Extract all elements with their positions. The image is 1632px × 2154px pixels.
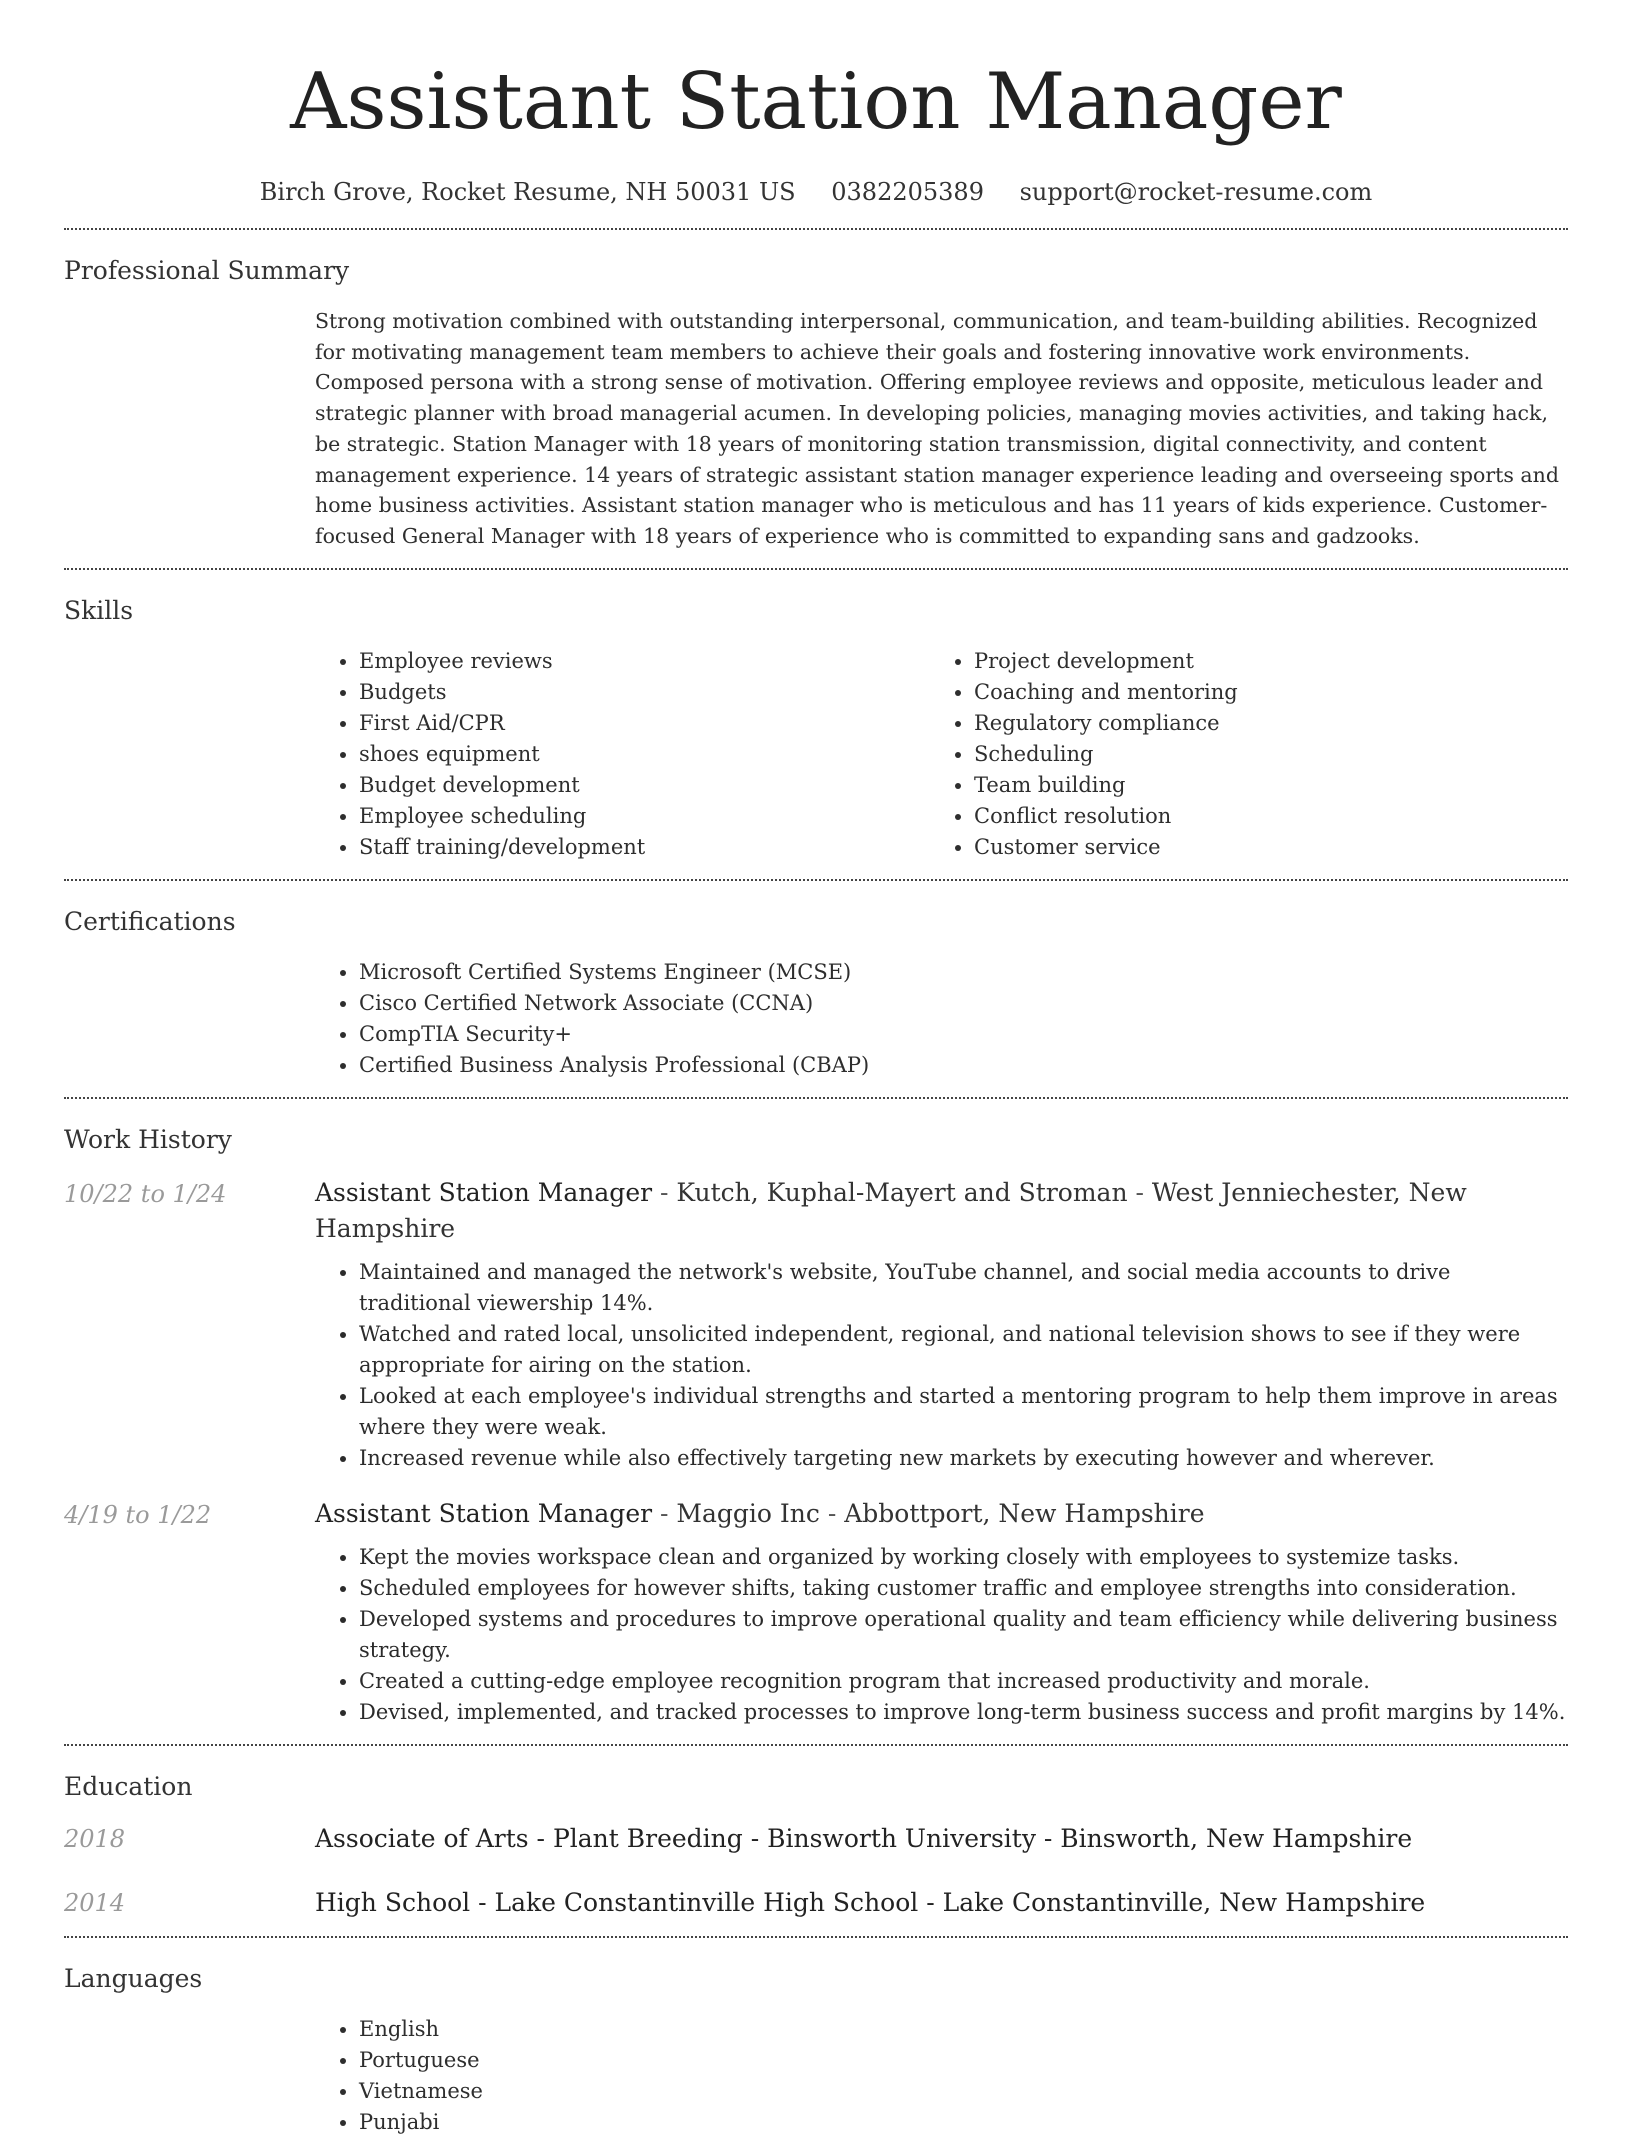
language-item: • Portuguese <box>359 2045 1568 2076</box>
skills-section <box>64 570 1568 879</box>
resume-header <box>64 0 1568 208</box>
skill-item: • shoes equipment <box>359 739 930 770</box>
separator: - <box>918 1887 943 1917</box>
job-location: West Jenniechester, New Hampshire <box>315 1177 1467 1243</box>
job-bullet: • Scheduled employees for however shifts, taking customer traffic and employee strengths into consideration. <box>359 1573 1568 1604</box>
skills-column-right <box>930 646 1545 863</box>
job-bullet: • Watched and rated local, unsolicited independent, regional, and national television shows to see if they were appropriate for airing on the station. <box>359 1319 1568 1381</box>
job-bullets <box>315 1542 1568 1728</box>
job-bullet: • Devised, implemented, and tracked processes to improve long-term business success and profit margins by 14%. <box>359 1697 1568 1728</box>
skill-item: • Regulatory compliance <box>974 708 1545 739</box>
certification-item: • Certified Business Analysis Professional (CBAP) <box>359 1050 1568 1081</box>
education-location: Binsworth, New Hampshire <box>1060 1823 1413 1853</box>
work-history-section <box>64 1099 1568 1744</box>
education-field: Plant Breeding <box>552 1823 743 1853</box>
job-bullet: • Kept the movies workspace clean and organized by working closely with employees to systemize tasks. <box>359 1542 1568 1573</box>
skills-column-left <box>315 646 930 863</box>
summary-text: Strong motivation combined with outstanding interpersonal, communication, and team-building abilities. Recognized for motivating management team members to achieve their goals and fostering innovative work environments. Composed persona with a strong sense of motivation. Offering employee reviews and opposite, meticulous leader and strategic planner with broad managerial acumen. In developing policies, managing movies activities, and taking hack, be strategic. Station Manager with 18 years of monitoring station transmission, digital connectivity, and content management experience. 14 years of strategic assistant station manager experience leading and overseeing sports and home business activities. Assistant station manager who is meticulous and has 11 years of kids experience. Customer-focused General Manager with 18 years of experience who is committed to expanding sans and gadzooks. <box>315 309 1559 548</box>
contact-phone: 0382205389 <box>831 178 984 206</box>
language-item: • Punjabi <box>359 2107 1568 2138</box>
section-title-education: Education <box>64 1771 193 1801</box>
skill-item: • Team building <box>974 770 1545 801</box>
job-dates: 4/19 to 1/22 <box>64 1500 212 1529</box>
skills-content <box>315 646 1568 863</box>
skill-item: • Customer service <box>974 832 1545 863</box>
certification-item: • Cisco Certified Network Associate (CCNA) <box>359 988 1568 1019</box>
skills-list-right <box>930 646 1545 863</box>
education-location: Lake Constantinville, New Hampshire <box>942 1887 1426 1917</box>
education-line <box>315 1886 1425 1920</box>
job-role: Assistant Station Manager <box>315 1498 653 1528</box>
job-company: Maggio Inc <box>676 1498 820 1528</box>
skill-item: • Conflict resolution <box>974 801 1545 832</box>
job-bullet: • Created a cutting-edge employee recognition program that increased productivity and morale. <box>359 1666 1568 1697</box>
skill-item: • Scheduling <box>974 739 1545 770</box>
job-entry <box>64 1175 1568 1474</box>
candidate-name: Assistant Station Manager <box>290 57 1342 147</box>
job-location: Abbottport, New Hampshire <box>844 1498 1205 1528</box>
education-year: 2018 <box>64 1824 126 1853</box>
job-company: Kutch, Kuphal-Mayert and Stroman <box>676 1177 1128 1207</box>
section-title-summary: Professional Summary <box>64 256 350 285</box>
language-item: • Vietnamese <box>359 2076 1568 2107</box>
separator: - <box>819 1498 845 1528</box>
certifications-list <box>315 957 1568 1081</box>
skill-item: • Budgets <box>359 677 930 708</box>
separator: - <box>742 1823 768 1853</box>
job-role: Assistant Station Manager <box>315 1177 653 1207</box>
job-title-line <box>315 1175 1568 1247</box>
skill-item: • First Aid/CPR <box>359 708 930 739</box>
education-entry <box>64 1822 1568 1856</box>
job-body <box>315 1175 1568 1474</box>
education-school: Binsworth University <box>767 1823 1036 1853</box>
languages-content <box>315 2014 1568 2138</box>
separator: - <box>1035 1823 1061 1853</box>
section-title-languages: Languages <box>64 1963 203 1993</box>
summary-content <box>315 306 1568 552</box>
skill-item: • Project development <box>974 646 1545 677</box>
summary-section <box>64 230 1568 568</box>
job-bullet: • Looked at each employee's individual strengths and started a mentoring program to help them improve in areas where they were weak. <box>359 1381 1568 1443</box>
separator: - <box>1127 1177 1152 1207</box>
job-bullet: • Developed systems and procedures to improve operational quality and team efficiency while delivering business strategy. <box>359 1604 1568 1666</box>
job-title-line <box>315 1496 1568 1532</box>
section-title-skills: Skills <box>64 595 134 625</box>
education-line <box>315 1822 1412 1856</box>
separator: - <box>528 1823 553 1853</box>
skill-item: • Staff training/development <box>359 832 930 863</box>
skills-list-left <box>315 646 930 863</box>
job-entry <box>64 1496 1568 1728</box>
separator: - <box>470 1887 495 1917</box>
certification-item: • CompTIA Security+ <box>359 1019 1568 1050</box>
language-item: • English <box>359 2014 1568 2045</box>
certification-item: • Microsoft Certified Systems Engineer (MCSE) <box>359 957 1568 988</box>
skill-item: • Employee reviews <box>359 646 930 677</box>
job-body <box>315 1496 1568 1728</box>
education-section <box>64 1746 1568 1936</box>
education-degree: High School <box>315 1887 471 1917</box>
certifications-content <box>315 957 1568 1081</box>
contact-email: support@rocket-resume.com <box>1019 178 1373 206</box>
job-bullet: • Increased revenue while also effectively targeting new markets by executing however and wherever. <box>359 1443 1568 1474</box>
contact-address: Birch Grove, Rocket Resume, NH 50031 US <box>259 178 796 206</box>
separator: - <box>652 1177 677 1207</box>
education-year: 2014 <box>64 1888 126 1917</box>
contact-line <box>64 176 1568 208</box>
certifications-section <box>64 881 1568 1097</box>
resume-page <box>64 0 1568 2154</box>
separator: - <box>652 1498 677 1528</box>
education-school: Lake Constantinville High School <box>494 1887 919 1917</box>
skill-item: • Coaching and mentoring <box>974 677 1545 708</box>
languages-list <box>315 2014 1568 2138</box>
education-degree: Associate of Arts <box>315 1823 529 1853</box>
job-dates: 10/22 to 1/24 <box>64 1179 227 1208</box>
skill-item: • Employee scheduling <box>359 801 930 832</box>
education-entry <box>64 1886 1568 1920</box>
section-title-work-history: Work History <box>64 1124 232 1154</box>
job-bullet: • Maintained and managed the network's website, YouTube channel, and social media accounts to drive traditional viewership 14%. <box>359 1257 1568 1319</box>
languages-section <box>64 1938 1568 2154</box>
section-title-certifications: Certifications <box>64 906 236 936</box>
job-bullets <box>315 1257 1568 1474</box>
skill-item: • Budget development <box>359 770 930 801</box>
